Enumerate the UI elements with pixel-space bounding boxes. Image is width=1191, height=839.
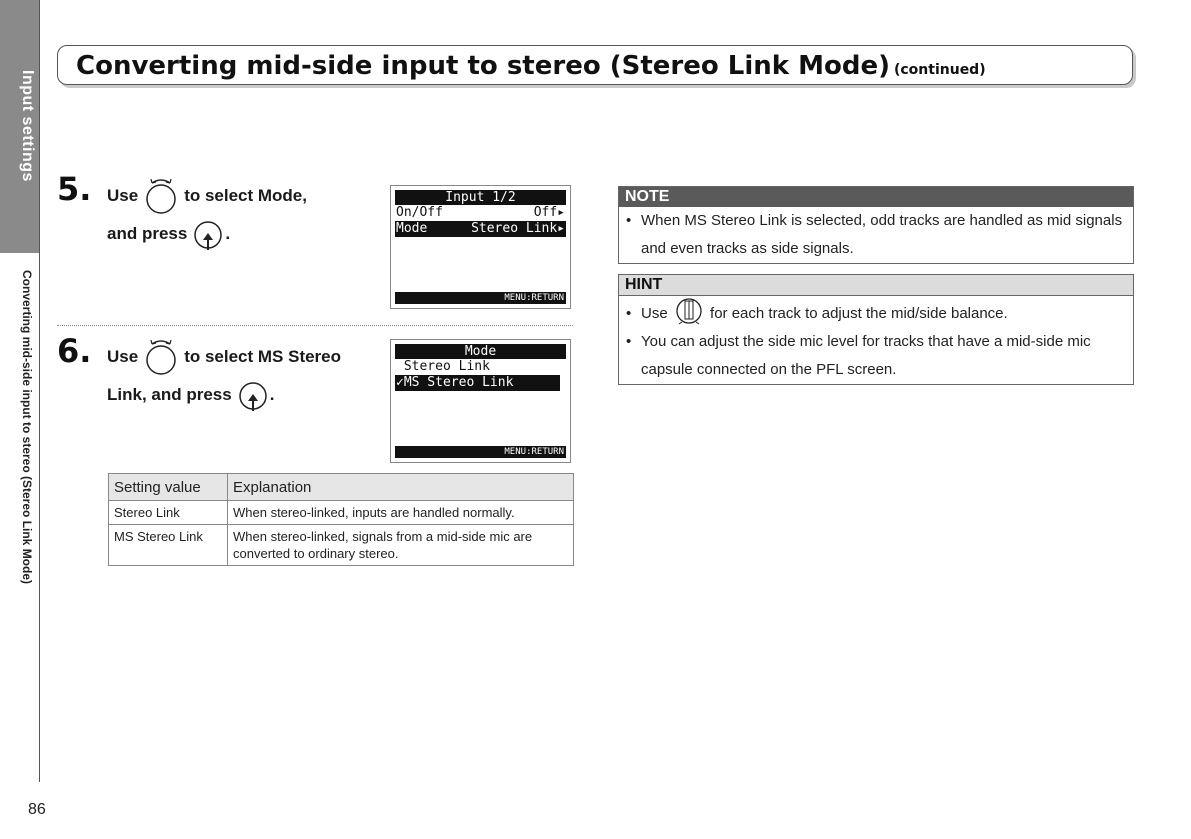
- scroll-dial-icon: [144, 338, 178, 376]
- lcd-row-ms-stereo-link: [395, 375, 560, 391]
- table-header-row: [109, 474, 574, 501]
- lcd-row-mode: [395, 221, 566, 237]
- step-divider: [57, 325, 573, 326]
- table-header-setting: Setting value: [109, 474, 228, 501]
- lcd-screen-input: [390, 185, 571, 309]
- push-dial-icon: [238, 377, 268, 413]
- bullet: •: [626, 333, 632, 350]
- note-label: NOTE: [619, 187, 1133, 207]
- table-row: [109, 525, 574, 566]
- hint-item-1-before: Use: [641, 305, 668, 322]
- sidebar-subtitle: Converting mid-side input to stereo (Stereo Link Mode): [20, 270, 34, 585]
- hint-item-1: [619, 300, 1133, 328]
- table-cell: When stereo-linked, signals from a mid-side mic are converted to ordinary stereo.: [228, 525, 574, 566]
- table-header-explanation: Explanation: [228, 474, 574, 501]
- settings-table: [108, 473, 574, 566]
- lcd-row-label: Stereo Link: [396, 359, 490, 374]
- table-row: [109, 501, 574, 525]
- track-knob-icon: [674, 297, 704, 327]
- lcd-row-label: On/Off: [396, 205, 443, 220]
- step-5-and-press: and press: [107, 224, 188, 243]
- lcd-row-value: Stereo Link▸: [471, 221, 565, 236]
- note-box: [618, 186, 1134, 264]
- page-title-sub: (continued): [893, 62, 986, 78]
- hint-box: [618, 274, 1134, 385]
- title-banner: [57, 45, 1133, 85]
- hint-item-1-after: for each track to adjust the mid/side balance.: [710, 305, 1008, 322]
- step-5-line-1: [107, 176, 307, 216]
- step-6-use: Use: [107, 347, 139, 366]
- step-5-use: Use: [107, 186, 139, 205]
- lcd-footer: MENU:RETURN: [395, 446, 566, 458]
- push-dial-icon: [193, 216, 223, 252]
- table-cell: When stereo-linked, inputs are handled normally.: [228, 501, 574, 525]
- section-tab: [0, 0, 39, 253]
- lcd-row-label: ✓MS Stereo Link: [396, 375, 514, 390]
- bullet: •: [626, 305, 632, 322]
- scroll-dial-icon: [144, 177, 178, 215]
- section-tab-label: Input settings: [19, 70, 36, 182]
- step-5-number: 5.: [57, 170, 92, 208]
- lcd-header: Mode: [395, 344, 566, 359]
- step-6-end: .: [269, 385, 275, 404]
- sidebar-divider: [39, 0, 40, 782]
- table-cell: MS Stereo Link: [109, 525, 228, 566]
- note-item: [619, 207, 1133, 263]
- page-number: 86: [28, 801, 46, 818]
- step-5-instruction: to select Mode,: [184, 186, 307, 205]
- lcd-row-onoff: [395, 205, 566, 221]
- step-6-instruction: to select MS Stereo: [184, 347, 342, 366]
- table-cell: Stereo Link: [109, 501, 228, 525]
- hint-item-2: [619, 328, 1133, 384]
- hint-item-2-text: You can adjust the side mic level for tracks that have a mid-side mic capsule connected on the PFL screen.: [641, 333, 1091, 378]
- note-item-text: When MS Stereo Link is selected, odd tracks are handled as mid signals and even tracks as side signals.: [641, 212, 1123, 257]
- step-5-line-2: [107, 214, 230, 254]
- step-6-number: 6.: [57, 332, 92, 370]
- hint-label: HINT: [619, 275, 1133, 296]
- page-title-main: Converting mid-side input to stereo (Stereo Link Mode): [76, 51, 890, 81]
- lcd-footer: MENU:RETURN: [395, 292, 566, 304]
- lcd-row-label: Mode: [396, 221, 428, 236]
- page-title: [76, 51, 986, 81]
- step-6-and-press: Link, and press: [107, 385, 232, 404]
- step-5-end: .: [225, 224, 231, 243]
- step-6-line-2: [107, 375, 274, 415]
- bullet: •: [626, 212, 632, 229]
- step-6-line-1: [107, 337, 341, 377]
- lcd-row-stereo-link: [395, 359, 566, 375]
- lcd-screen-mode: [390, 339, 571, 463]
- lcd-row-value: Off▸: [533, 205, 565, 220]
- lcd-header: Input 1/2: [395, 190, 566, 205]
